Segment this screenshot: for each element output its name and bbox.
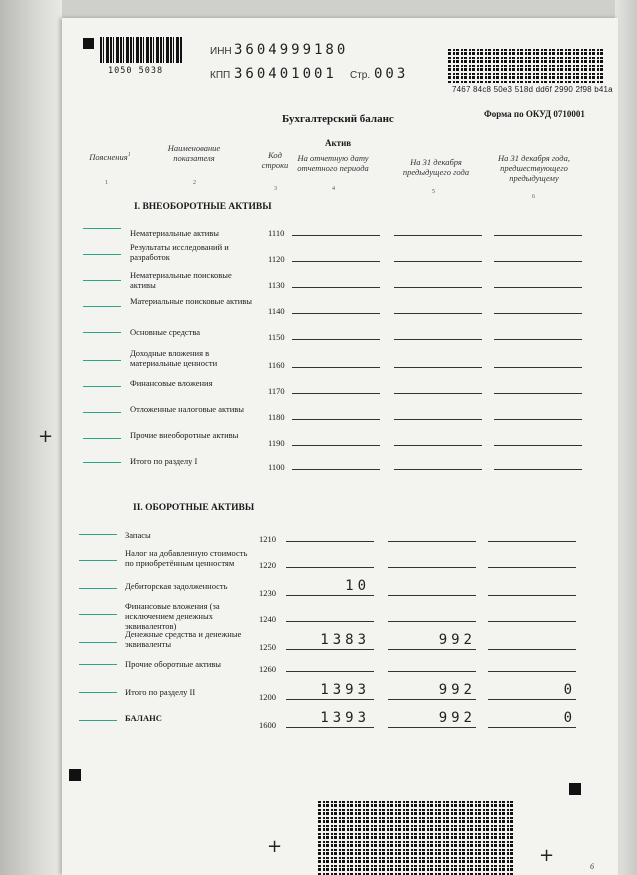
2d-code-bottom [318, 800, 514, 875]
row-code: 1600 [259, 720, 276, 730]
form-subtitle: Актив [325, 138, 352, 148]
value-underline-v4 [292, 367, 380, 368]
value-underline-v5 [388, 699, 476, 700]
row-code: 1240 [259, 614, 276, 624]
value-underline-v6 [494, 313, 582, 314]
value-v4: 1393 [320, 682, 370, 698]
row-name: Дебиторская задолженность [125, 581, 228, 591]
value-underline-v5 [394, 419, 482, 420]
row-code: 1180 [268, 412, 285, 422]
col-num-1: 1 [105, 180, 108, 186]
col-header-reporting-date: На отчетную дату отчетного периода [297, 153, 369, 173]
explanation-line [83, 254, 121, 255]
row-name: Нематериальные активы [130, 228, 219, 238]
row-code: 1250 [259, 642, 276, 652]
registration-cross-bottom-right: + [539, 845, 555, 866]
value-v4: 10 [345, 578, 370, 594]
col-header-before-prev: На 31 декабря года, предшествующего предыдущему [498, 153, 570, 183]
value-underline-v4 [286, 671, 374, 672]
value-underline-v6 [488, 727, 576, 728]
value-underline-v4 [292, 393, 380, 394]
row-code: 1220 [259, 560, 276, 570]
value-underline-v6 [494, 235, 582, 236]
document-hash: 7467 84c8 50e3 518d dd6f 2990 2f98 b41a [452, 85, 613, 94]
value-underline-v6 [494, 445, 582, 446]
explanation-line [79, 692, 117, 693]
value-underline-v5 [388, 649, 476, 650]
2d-code-top [448, 47, 603, 83]
explanation-line [79, 614, 117, 615]
row-code: 1190 [268, 438, 285, 448]
explanation-line [79, 588, 117, 589]
row-code: 1230 [259, 588, 276, 598]
value-v5: 992 [438, 632, 476, 648]
kpp-value: 360401001 [234, 66, 337, 82]
explanation-line [79, 664, 117, 665]
value-underline-v6 [494, 287, 582, 288]
registration-cross-bottom-left: + [267, 836, 283, 857]
value-underline-v4 [292, 469, 380, 470]
value-underline-v5 [394, 235, 482, 236]
value-underline-v4 [286, 621, 374, 622]
row-name: Итого по разделу II [125, 687, 196, 697]
value-underline-v6 [494, 393, 582, 394]
value-v5: 992 [438, 682, 476, 698]
scan-right-edge [615, 0, 637, 875]
value-v4: 1393 [320, 710, 370, 726]
alignment-marker-top-left [83, 38, 94, 49]
value-underline-v4 [286, 567, 374, 568]
explanation-line [83, 306, 121, 307]
value-underline-v5 [388, 727, 476, 728]
value-v5: 992 [438, 710, 476, 726]
value-underline-v5 [388, 595, 476, 596]
value-underline-v4 [292, 313, 380, 314]
value-underline-v5 [388, 671, 476, 672]
row-name: Итого по разделу I [130, 456, 198, 466]
row-name: Нематериальные поисковые активы [130, 270, 232, 290]
col-num-3: 3 [274, 186, 277, 192]
value-underline-v6 [494, 419, 582, 420]
explanation-line [83, 386, 121, 387]
page-number: 6 [590, 862, 594, 871]
value-underline-v5 [394, 445, 482, 446]
value-underline-v6 [488, 567, 576, 568]
col-header-indicator: Наименование показателя [167, 143, 221, 163]
row-name: Налог на добавленную стоимость по приобретённым ценностям [125, 548, 248, 568]
row-code: 1100 [268, 462, 285, 472]
value-underline-v5 [394, 339, 482, 340]
explanation-line [83, 332, 121, 333]
value-underline-v5 [394, 313, 482, 314]
row-code: 1150 [268, 332, 285, 342]
explanation-line [83, 360, 121, 361]
explanation-line [79, 560, 117, 561]
row-code: 1260 [259, 664, 276, 674]
inn-value: 3604999180 [234, 42, 349, 58]
col-header-explanations-text: Пояснения [89, 151, 128, 162]
page-label: Стр. [350, 70, 371, 81]
explanation-line [83, 438, 121, 439]
row-code: 1140 [268, 306, 285, 316]
row-code: 1200 [259, 692, 276, 702]
row-name: Финансовые вложения [130, 378, 213, 388]
row-name: Прочие оборотные активы [125, 659, 222, 669]
value-underline-v6 [488, 649, 576, 650]
value-v4: 1383 [320, 632, 370, 648]
barcode-image [100, 37, 182, 63]
value-underline-v5 [388, 621, 476, 622]
value-underline-v6 [494, 261, 582, 262]
row-code: 1170 [268, 386, 285, 396]
value-underline-v6 [488, 541, 576, 542]
value-underline-v4 [286, 699, 374, 700]
value-underline-v6 [488, 671, 576, 672]
row-name: Финансовые вложения (за исключением денежных эквивалентов) [125, 601, 220, 631]
value-underline-v5 [394, 367, 482, 368]
value-underline-v5 [388, 541, 476, 542]
row-name: Доходные вложения в материальные ценности [130, 348, 218, 368]
value-underline-v4 [286, 649, 374, 650]
alignment-marker-bottom-right [569, 783, 581, 795]
row-name: Отложенные налоговые активы [130, 404, 244, 414]
col-header-prev-year: На 31 декабря предыдущего года [402, 157, 470, 177]
value-underline-v4 [292, 419, 380, 420]
row-name: Основные средства [130, 327, 201, 337]
barcode-number: 1050 5038 [108, 66, 164, 76]
value-underline-v6 [488, 595, 576, 596]
row-code: 1160 [268, 360, 285, 370]
row-name: Запасы [125, 530, 151, 540]
row-code: 1110 [268, 228, 285, 238]
value-underline-v6 [494, 367, 582, 368]
value-underline-v6 [494, 339, 582, 340]
col-header-code: Код строки [261, 150, 289, 170]
value-underline-v4 [292, 235, 380, 236]
value-underline-v6 [488, 621, 576, 622]
row-name: БАЛАНС [125, 713, 162, 723]
row-name: Материальные поисковые активы [130, 296, 252, 306]
value-v6: 0 [563, 682, 576, 698]
value-underline-v5 [394, 469, 482, 470]
value-underline-v5 [388, 567, 476, 568]
explanation-line [83, 462, 121, 463]
value-v6: 0 [563, 710, 576, 726]
value-underline-v6 [494, 469, 582, 470]
explanation-line [83, 280, 121, 281]
col-header-explanations [86, 150, 134, 162]
value-underline-v4 [286, 595, 374, 596]
col-num-6: 6 [532, 194, 535, 200]
value-underline-v4 [286, 541, 374, 542]
row-code: 1210 [259, 534, 276, 544]
value-underline-v4 [292, 287, 380, 288]
section-title-1: I. ВНЕОБОРОТНЫЕ АКТИВЫ [134, 202, 272, 212]
form-title: Бухгалтерский баланс [282, 113, 394, 125]
row-code: 1130 [268, 280, 285, 290]
value-underline-v6 [488, 699, 576, 700]
col-num-2: 2 [193, 180, 196, 186]
col-header-explanations-sup: 1 [127, 152, 131, 158]
col-num-5: 5 [432, 189, 435, 195]
row-code: 1120 [268, 254, 285, 264]
kpp-label: КПП [210, 70, 231, 81]
value-underline-v4 [286, 727, 374, 728]
registration-cross-left: + [38, 426, 54, 447]
value-underline-v5 [394, 393, 482, 394]
col-num-4: 4 [332, 186, 335, 192]
value-underline-v4 [292, 445, 380, 446]
value-underline-v4 [292, 339, 380, 340]
explanation-line [79, 534, 117, 535]
alignment-marker-bottom-left [69, 769, 81, 781]
section-title-2: II. ОБОРОТНЫЕ АКТИВЫ [133, 503, 255, 513]
row-name: Денежные средства и денежные эквиваленты [125, 629, 242, 649]
value-underline-v5 [394, 261, 482, 262]
explanation-line [83, 228, 121, 229]
value-underline-v5 [394, 287, 482, 288]
value-underline-v4 [292, 261, 380, 262]
explanation-line [79, 642, 117, 643]
page-value: 003 [374, 66, 409, 82]
explanation-line [79, 720, 117, 721]
row-name: Прочие внеоборотные активы [130, 430, 239, 440]
explanation-line [83, 412, 121, 413]
form-okud: Форма по ОКУД 0710001 [484, 109, 585, 119]
inn-label: ИНН [210, 46, 232, 57]
row-name: Результаты исследований и разработок [130, 242, 229, 262]
